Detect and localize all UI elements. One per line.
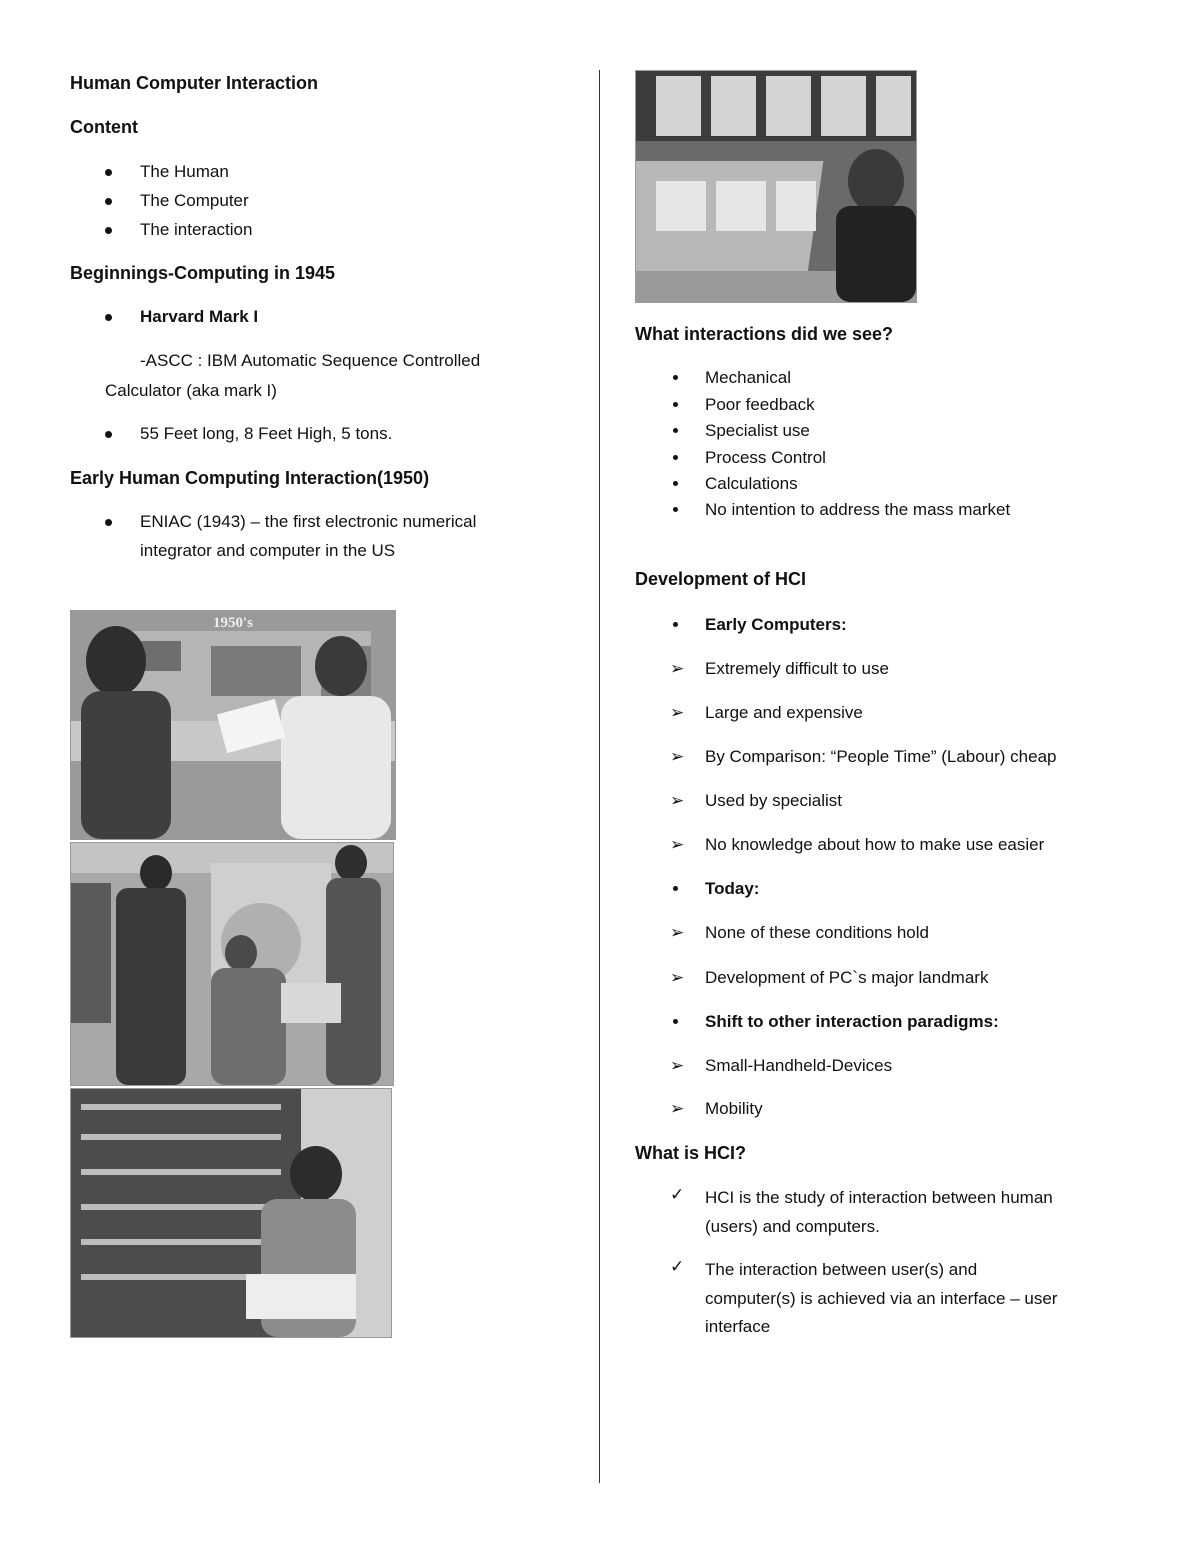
early-item: No knowledge about how to make use easier — [705, 835, 1045, 854]
size-item: 55 Feet long, 8 Feet High, 5 tons. — [140, 424, 393, 443]
what-is-item: The interaction between user(s) and — [705, 1260, 978, 1279]
shift-item: Small-Handheld-Devices — [705, 1056, 893, 1075]
check-icon: ✓ — [670, 1185, 685, 1204]
arrow-bullet-icon: ➢ — [670, 968, 685, 987]
today-item: None of these conditions hold — [705, 923, 929, 942]
bullet-icon — [105, 169, 112, 176]
bullet-icon — [105, 227, 112, 234]
bullet-icon — [673, 481, 678, 486]
ascc-text: -ASCC : IBM Automatic Sequence Controlled — [140, 351, 481, 370]
bullet-icon — [673, 375, 678, 380]
arrow-bullet-icon: ➢ — [670, 747, 685, 766]
bullet-icon — [105, 314, 112, 321]
shift-label: Shift to other interaction paradigms: — [705, 1012, 999, 1031]
ascc-text-cont: Calculator (aka mark I) — [105, 381, 277, 400]
column-divider — [599, 70, 600, 1483]
content-item: The Human — [140, 162, 229, 181]
what-is-heading: What is HCI? — [635, 1143, 746, 1163]
early-item: Used by specialist — [705, 791, 843, 810]
eniac-item-cont: integrator and computer in the US — [140, 541, 396, 560]
photo-control-console — [635, 70, 917, 303]
harvard-item: Harvard Mark I — [140, 307, 259, 326]
today-label: Today: — [705, 879, 760, 898]
content-item: The Computer — [140, 191, 249, 210]
content-heading: Content — [70, 117, 138, 137]
arrow-bullet-icon: ➢ — [670, 1099, 685, 1118]
content-item: The interaction — [140, 220, 253, 239]
arrow-bullet-icon: ➢ — [670, 923, 685, 942]
photo-computer-technicians — [70, 842, 394, 1086]
interaction-item: Specialist use — [705, 421, 810, 440]
arrow-bullet-icon: ➢ — [670, 1056, 685, 1075]
development-heading: Development of HCI — [635, 569, 807, 589]
what-is-item-cont: interface — [705, 1317, 771, 1336]
bullet-icon — [673, 507, 678, 512]
arrow-bullet-icon: ➢ — [670, 835, 685, 854]
arrow-bullet-icon: ➢ — [670, 659, 685, 678]
early-item: By Comparison: “People Time” (Labour) cheap — [705, 747, 1057, 766]
arrow-bullet-icon: ➢ — [670, 703, 685, 722]
shift-item: Mobility — [705, 1099, 763, 1118]
beginnings-heading: Beginnings-Computing in 1945 — [70, 263, 336, 283]
check-icon: ✓ — [670, 1257, 685, 1276]
bullet-icon — [105, 198, 112, 205]
what-is-item-cont: (users) and computers. — [705, 1217, 880, 1236]
what-is-item-cont: computer(s) is achieved via an interface – user — [705, 1289, 1058, 1308]
early-computers-label: Early Computers: — [705, 615, 847, 634]
today-item: Development of PC`s major landmark — [705, 968, 989, 987]
interaction-item: Calculations — [705, 474, 798, 493]
bullet-icon — [105, 519, 112, 526]
interactions-heading: What interactions did we see? — [635, 324, 894, 344]
interaction-item: No intention to address the mass market — [705, 500, 1011, 519]
early-item: Extremely difficult to use — [705, 659, 889, 678]
interaction-item: Poor feedback — [705, 395, 815, 414]
photo-woman-at-panel — [70, 1088, 392, 1338]
early-heading: Early Human Computing Interaction(1950) — [70, 468, 430, 488]
bullet-icon — [673, 622, 678, 627]
page-title: Human Computer Interaction — [70, 73, 319, 93]
what-is-item: HCI is the study of interaction between human — [705, 1188, 1053, 1207]
bullet-icon — [673, 886, 678, 891]
photo-caption: 1950's — [212, 615, 253, 631]
interaction-item: Process Control — [705, 448, 826, 467]
bullet-icon — [105, 431, 112, 438]
bullet-icon — [673, 428, 678, 433]
bullet-icon — [673, 1019, 678, 1024]
photo-1950s-operators — [70, 610, 396, 840]
arrow-bullet-icon: ➢ — [670, 791, 685, 810]
early-item: Large and expensive — [705, 703, 863, 722]
interaction-item: Mechanical — [705, 368, 791, 387]
bullet-icon — [673, 402, 678, 407]
eniac-item: ENIAC (1943) – the first electronic numerical — [140, 512, 477, 531]
bullet-icon — [673, 455, 678, 460]
